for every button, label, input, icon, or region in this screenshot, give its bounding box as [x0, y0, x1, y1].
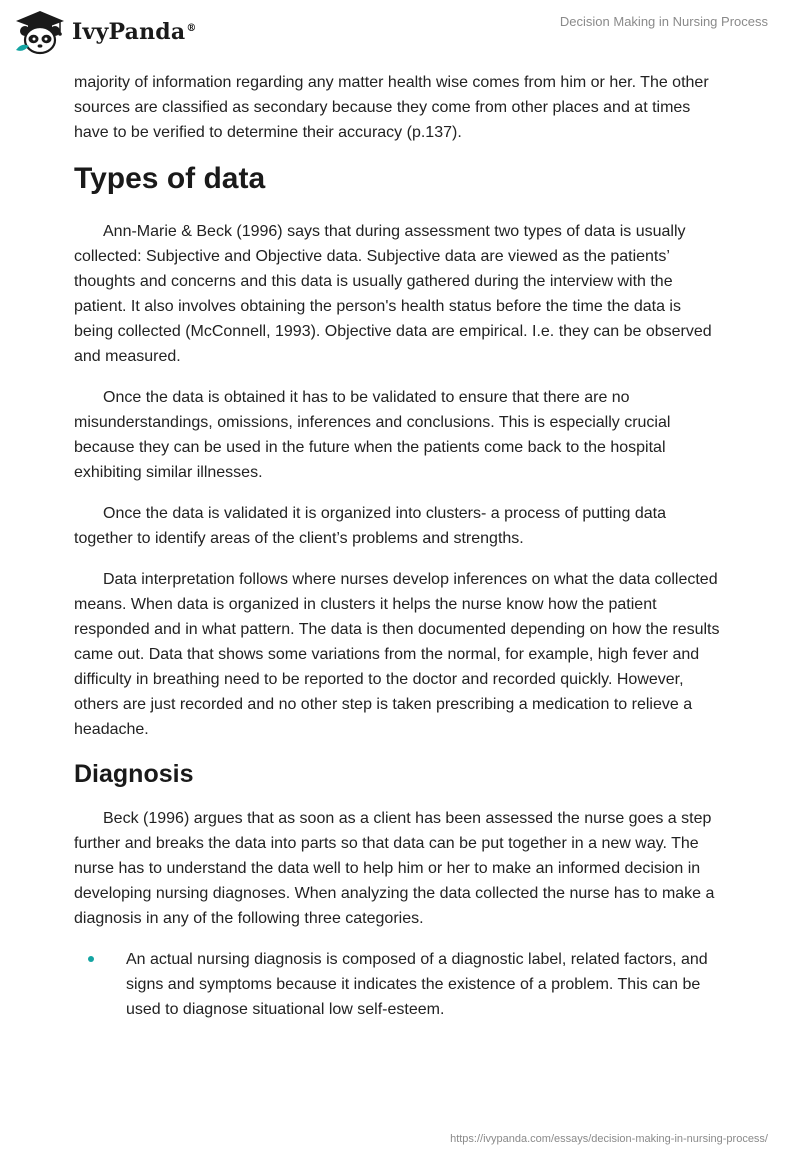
- section-heading-diagnosis: Diagnosis: [74, 760, 194, 788]
- paragraph: Beck (1996) argues that as soon as a client has been assessed the nurse goes a step further and breaks the data into parts so that data can be put together in a new way. The nurse has to understand the data well to help him or her to make an informed decision in developing nursing diagnoses. When analyzing the data collected the nurse has to make a diagnosis in any of the following three categories.: [74, 810, 715, 927]
- panda-graduate-icon: [14, 9, 66, 55]
- paragraph: Once the data is validated it is organized into clusters- a process of putting data together to identify areas of the client’s problems and strengths.: [74, 505, 666, 547]
- diagnosis-bullet-list: [74, 947, 724, 1022]
- section-heading-types-of-data: Types of data: [74, 162, 266, 195]
- paragraph: Data interpretation follows where nurses develop inferences on what the data collected means. When data is organized in clusters it helps the nurse know how the patient responded and in what pattern. The data is then documented depending on how the results came out. Data that shows some variations from the normal, for example, high fever and difficulty in breathing need to be reported to the doctor and recorded quickly. However, others are just recorded and no other step is taken prescribing a medication to relieve a headache.: [74, 571, 720, 738]
- brand-logo[interactable]: [14, 9, 197, 55]
- document-title: Decision Making in Nursing Process: [559, 14, 768, 29]
- list-item: [74, 947, 724, 1022]
- paragraph: Ann-Marie & Beck (1996) says that during assessment two types of data is usually collected: Subjective and Objective data. Subjective data are viewed as the patients’ thoughts and concerns and this data is usually gathered during the interview with the patient. It also involves obtaining the person's health status before the time the data is being collected (McConnell, 1993). Objective data are empirical. I.e. they can be observed and measured.: [74, 223, 712, 365]
- article-body: [74, 70, 724, 1022]
- bullet-icon: [88, 956, 94, 962]
- brand-name: IvyPanda®: [72, 19, 197, 45]
- page-header: [0, 0, 800, 64]
- intro-paragraph: majority of information regarding any matter health wise comes from him or her. The other sources are classified as secondary because they come from other places and at times have to be verified to determine their accuracy (p.137).: [74, 74, 709, 141]
- source-url[interactable]: https://ivypanda.com/essays/decision-making-in-nursing-process/: [450, 1133, 768, 1145]
- list-item-text: An actual nursing diagnosis is composed of a diagnostic label, related factors, and signs and symptoms because it indicates the existence of a problem. This can be used to diagnose situational low self-esteem.: [126, 951, 708, 1018]
- paragraph: Once the data is obtained it has to be validated to ensure that there are no misunderstandings, omissions, inferences and conclusions. This is especially crucial because they can be used in the future when the patients come back to the hospital exhibiting similar illnesses.: [74, 389, 671, 481]
